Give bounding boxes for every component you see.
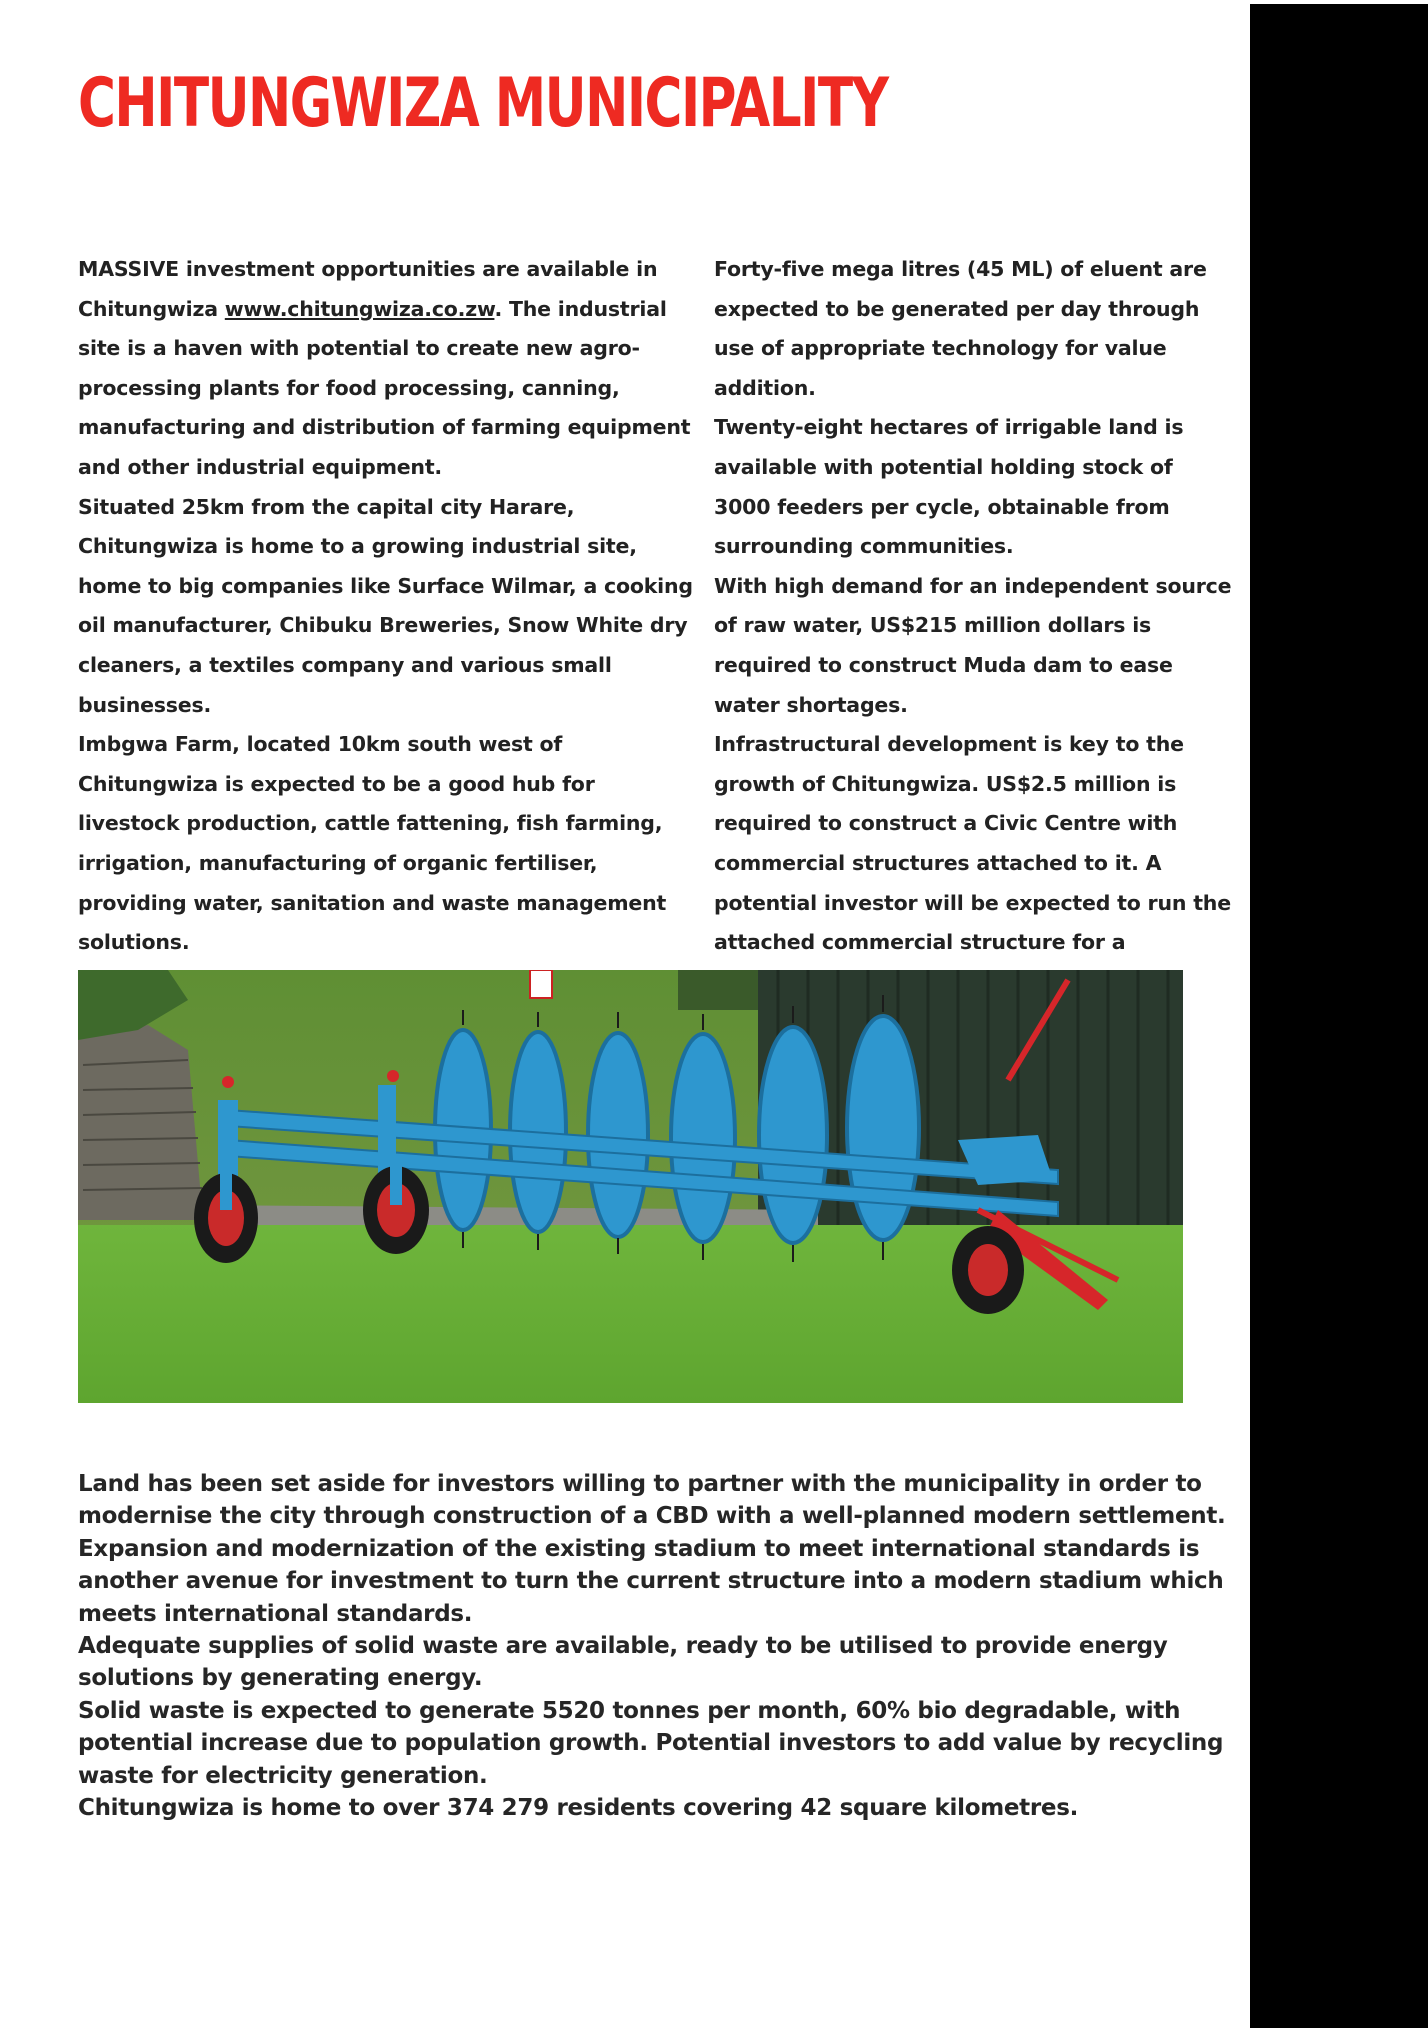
left-paragraph-2: Situated 25km from the capital city Harare, Chitungwiza is home to a growing industrial site, home to big companies like Surface Wilmar, a cooking oil manufacturer, Chibuku Breweries, Snow White dry cleaners, a textiles company and various small businesses.	[78, 494, 693, 717]
left-paragraph-1-text: MASSIVE investment opportunities are available in Chitungwiza	[78, 257, 658, 321]
page-title: CHITUNGWIZA MUNICIPALITY	[78, 64, 888, 143]
rake-photo	[78, 970, 1183, 1403]
right-paragraph-3: With high demand for an independent source of raw water, US$215 million dollars is required to construct Muda dam to ease water shortages.	[714, 573, 1232, 717]
left-paragraph-1-text-cont: . The industrial site is a haven with potential to create new agro-processing plants for food processing, canning, manufacturing and distribution of farming equipment and other industrial equipment.	[78, 296, 691, 479]
right-paragraph-2: Twenty-eight hectares of irrigable land is available with potential holding stock of 3000 feeders per cycle, obtainable from surrounding communities.	[714, 415, 1184, 559]
black-side-bar	[1250, 4, 1428, 2028]
right-paragraph-1: Forty-five mega litres (45 ML) of eluent are expected to be generated per day through use of appropriate technology for value addition.	[714, 257, 1207, 400]
website-link[interactable]: www.chitungwiza.co.zw	[224, 296, 495, 321]
bottom-paragraph-4: Solid waste is expected to generate 5520 tonnes per month, 60% bio degradable, with potential increase due to population growth. Potential investors to add value by recycling waste for electricity generation.	[78, 1697, 1224, 1789]
left-paragraph-1	[78, 250, 698, 488]
sign	[530, 970, 552, 998]
bottom-paragraph-1: Land has been set aside for investors willing to partner with the municipality in order to modernise the city through construction of a CBD with a well-planned modern settlement.	[78, 1471, 1226, 1530]
rake-illustration	[78, 970, 1183, 1403]
left-paragraph-3: Imbgwa Farm, located 10km south west of Chitungwiza is expected to be a good hub for livestock production, cattle fattening, fish farming, irrigation, manufacturing of organic fertiliser, providing water, sanitation and waste management solutions.	[78, 732, 667, 955]
bottom-paragraph-5: Chitungwiza is home to over 374 279 residents covering 42 square kilometres.	[78, 1795, 1079, 1822]
bottom-text-block	[78, 1468, 1228, 1824]
right-paragraph-4: Infrastructural development is key to the growth of Chitungwiza. US$2.5 million is required to construct a Civic Centre with commercial structures attached to it. A potential investor will be expected to run the attached commercial structure for a	[714, 732, 1231, 955]
bottom-paragraph-3: Adequate supplies of solid waste are available, ready to be utilised to provide energy solutions by generating energy.	[78, 1633, 1168, 1692]
bottom-paragraph-2: Expansion and modernization of the existing stadium to meet international standards is another avenue for investment to turn the current structure into a modern stadium which meets international standards.	[78, 1535, 1224, 1627]
right-column	[714, 250, 1234, 963]
left-column	[78, 250, 698, 1002]
